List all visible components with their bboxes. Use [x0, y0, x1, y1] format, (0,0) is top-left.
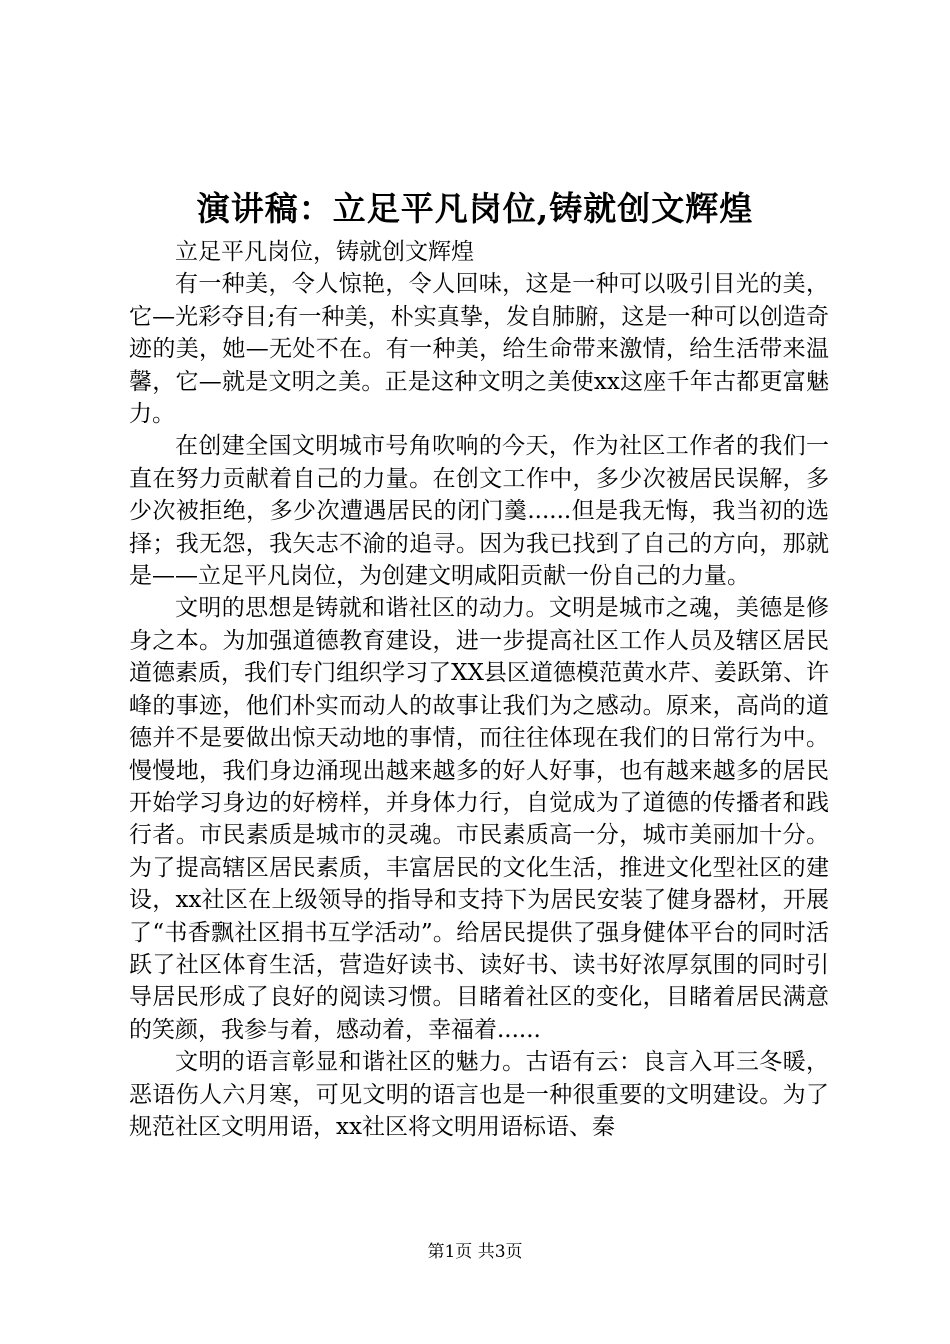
- document-body: [129, 236, 829, 1143]
- paragraph-2: 在创建全国文明城市号角吹响的今天，作为社区工作者的我们一直在努力贡献着自己的力量。在创文工作中，多少次被居民误解，多少次被拒绝，多少次遭遇居民的闭门羹......但是我无悔，我当初的选择；我无怨，我矢志不渝的追寻。因为我已找到了自己的方向，那就是——立足平凡岗位，为创建文明咸阳贡献一份自己的力量。: [129, 433, 829, 590]
- document-title: 演讲稿：立足平凡岗位,铸就创文辉煌: [196, 189, 754, 228]
- paragraph-1: 有一种美，令人惊艳，令人回味，这是一种可以吸引目光的美，它—光彩夺目;有一种美，朴实真挚，发自肺腑，这是一种可以创造奇迹的美，她—无处不在。有一种美，给生命带来激情，给生活带来温馨，它—就是文明之美。正是这种文明之美使xx这座千年古都更富魅力。: [129, 271, 829, 428]
- page-number-footer: 第1页 共3页: [427, 1242, 523, 1262]
- paragraph-3: 文明的思想是铸就和谐社区的动力。文明是城市之魂，美德是修身之本。为加强道德教育建设，进一步提高社区工作人员及辖区居民道德素质，我们专门组织学习了XX县区道德模范黄水芹、姜跃第、许峰的事迹，他们朴实而动人的故事让我们为之感动。原来，高尚的道德并不是要做出惊天动地的事情，而往往体现在我们的日常行为中。慢慢地，我们身边涌现出越来越多的好人好事，也有越来越多的居民开始学习身边的好榜样，并身体力行，自觉成为了道德的传播者和践行者。市民素质是城市的灵魂。市民素质高一分，城市美丽加十分。为了提高辖区居民素质，丰富居民的文化生活，推进文化型社区的建设，xx社区在上级领导的指导和支持下为居民安装了健身器材，开展了“书香飘社区捐书互学活动”。给居民提供了强身健体平台的同时活跃了社区体育生活，营造好读书、读好书、读书好浓厚氛围的同时引导居民形成了良好的阅读习惯。目睹着社区的变化，目睹着居民满意的笑颜，我参与着，感动着，幸福着......: [129, 595, 829, 1043]
- document-subtitle: 立足平凡岗位，铸就创文辉煌: [175, 239, 474, 265]
- paragraph-4: 文明的语言彰显和谐社区的魅力。古语有云：良言入耳三冬暖，恶语伤人六月寒，可见文明的语言也是一种很重要的文明建设。为了规范社区文明用语，xx社区将文明用语标语、秦: [129, 1049, 829, 1140]
